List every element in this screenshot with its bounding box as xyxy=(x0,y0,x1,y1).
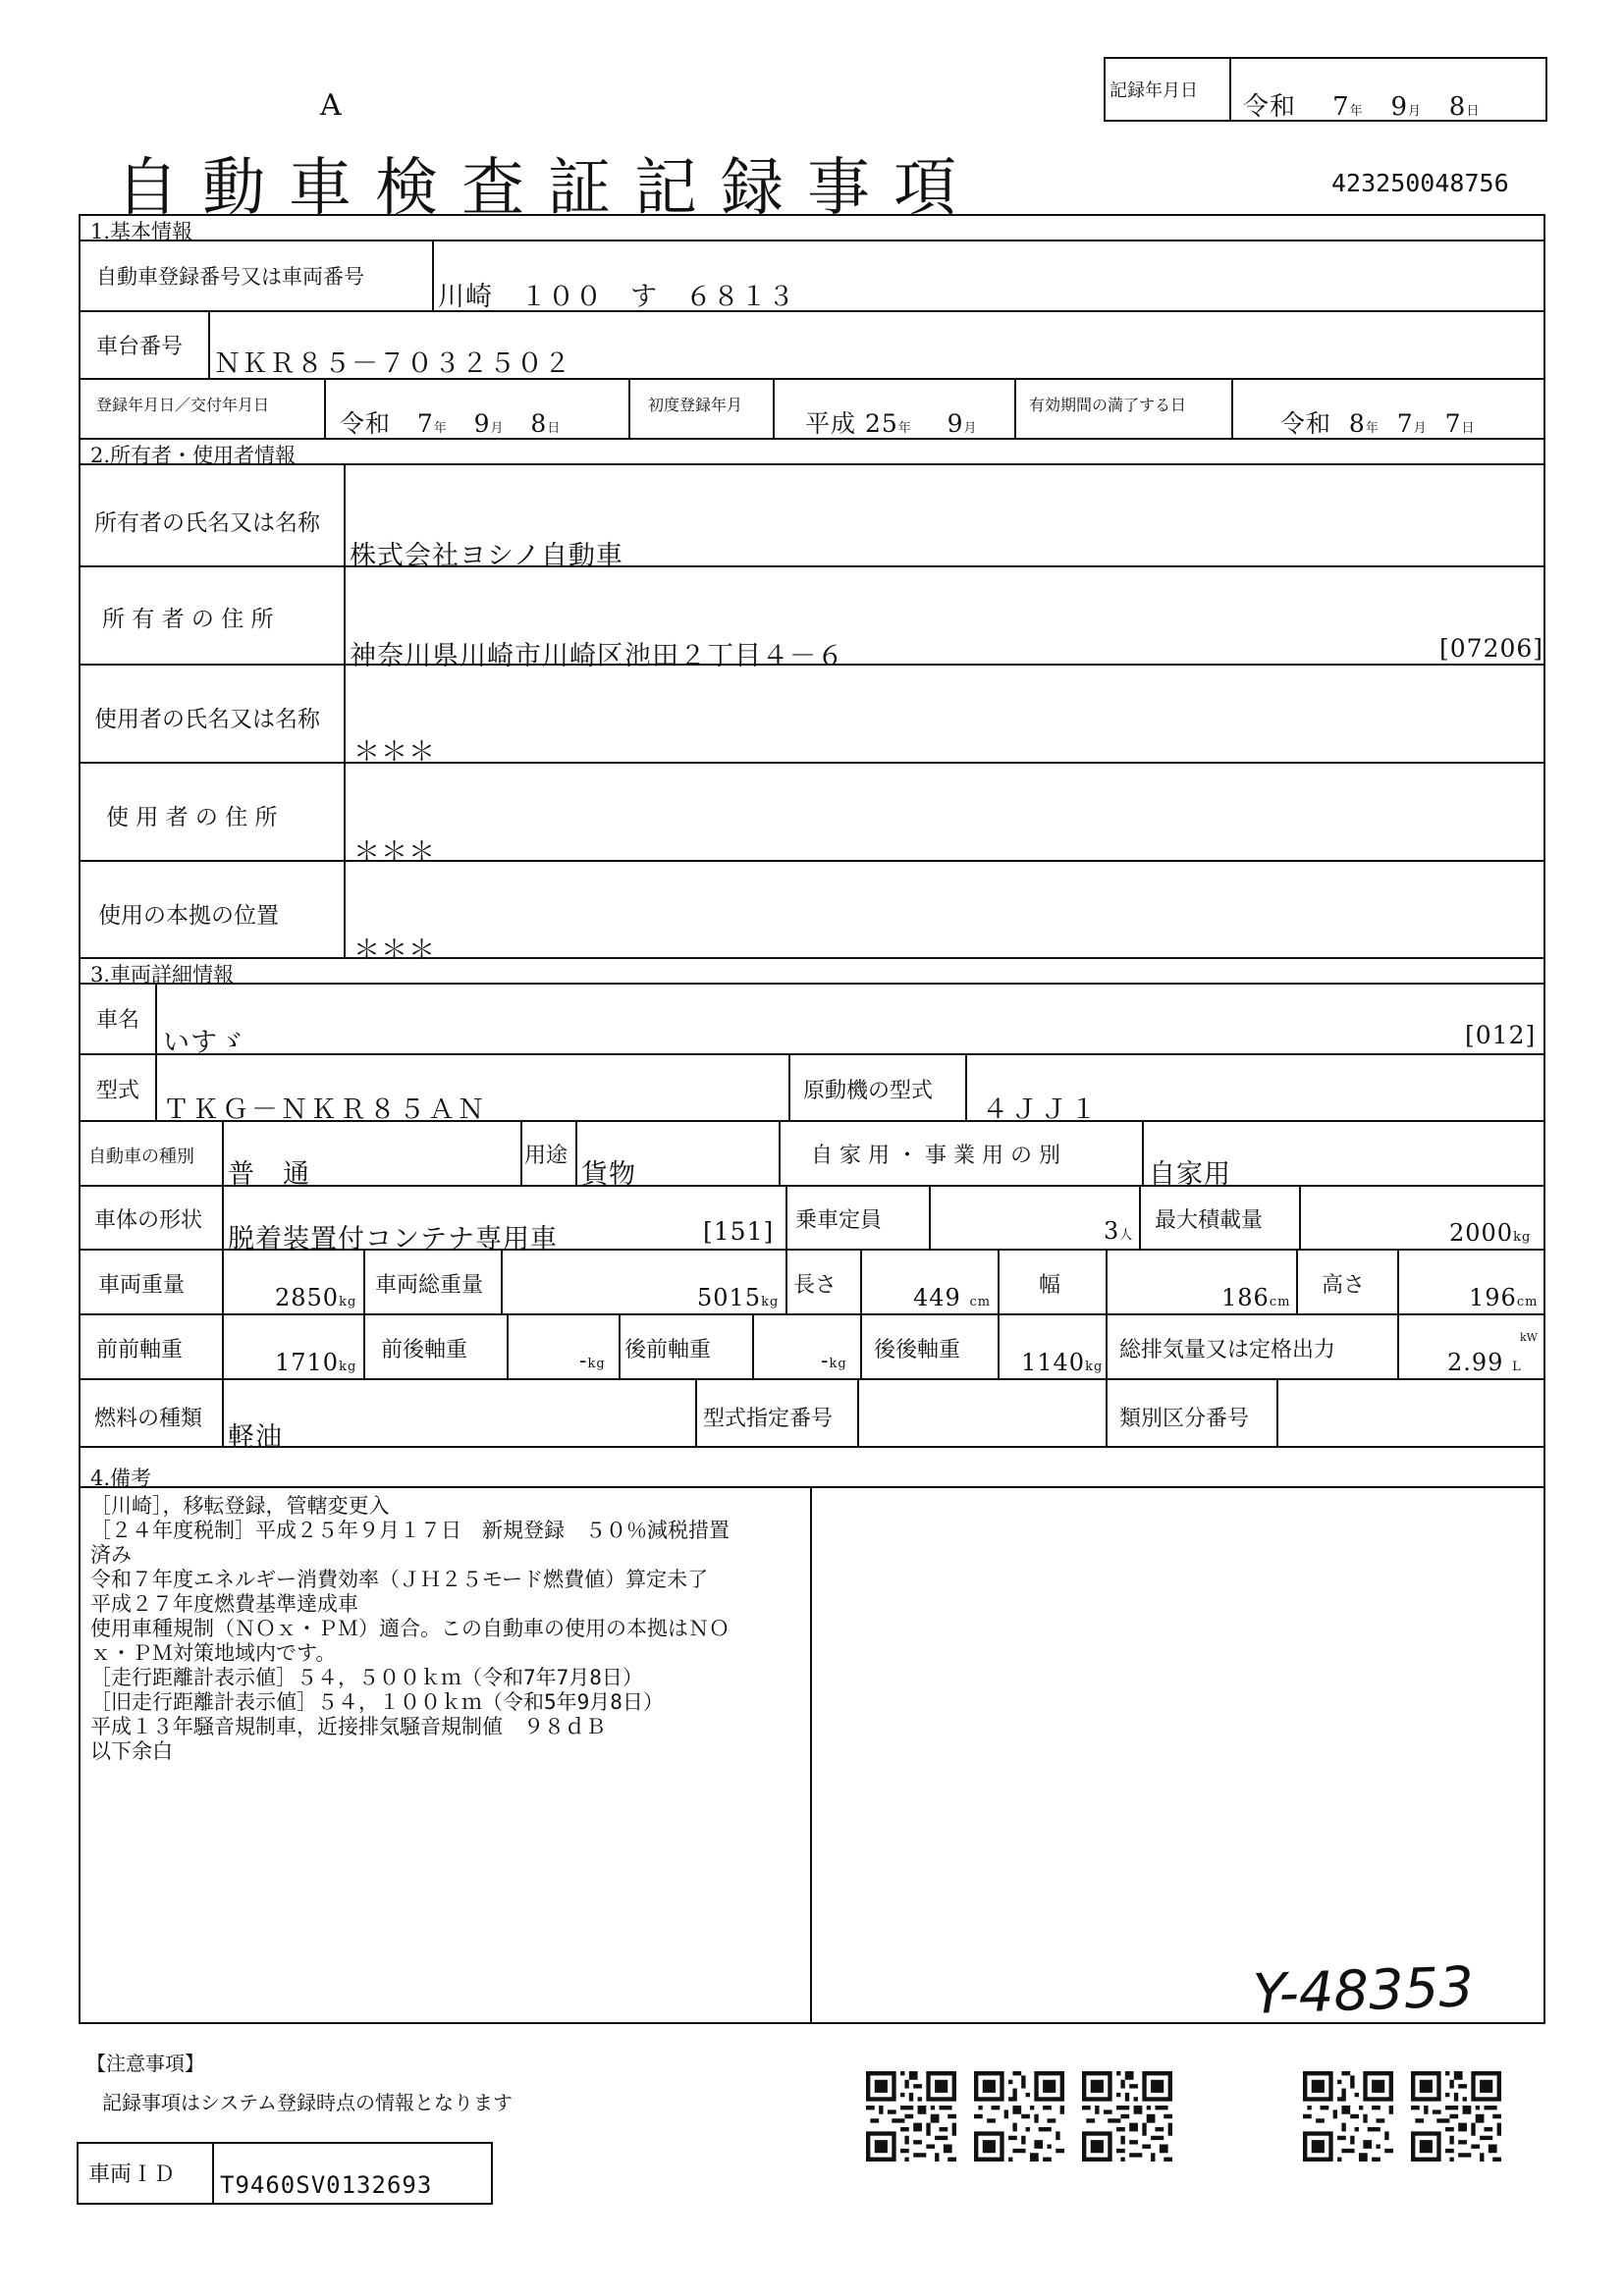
vehicle-id-label: 車両ＩＤ xyxy=(88,2163,176,2187)
body-shape-label: 車体の形状 xyxy=(94,1208,203,1233)
remark-line: ［川崎］，移転登録，管轄変更入 xyxy=(90,1494,390,1518)
notice-text: 記録事項はシステム登録時点の情報となります xyxy=(102,2091,513,2114)
chassis-number: ＮＫＲ８５－７０３２５０２ xyxy=(214,348,571,379)
car-name-label: 車名 xyxy=(96,1008,140,1033)
private-business: 自家用 xyxy=(1149,1159,1231,1190)
vehicle-kind-label: 自動車の種別 xyxy=(88,1147,194,1167)
record-date: 令和 7年 9月 8日 xyxy=(1243,92,1481,122)
page-title: 自動車検査証記録事項 xyxy=(116,152,980,225)
private-business-label: 自 家 用 ・ 事 業 用 の 別 xyxy=(811,1144,1060,1168)
registration-date: 令和 7年 9月 8日 xyxy=(340,409,562,438)
remarks-list xyxy=(90,1494,817,1764)
front-front-axle-label: 前前軸重 xyxy=(96,1338,184,1362)
qr-code-icon xyxy=(866,2071,956,2162)
section-owner-title: 2.所有者・使用者情報 xyxy=(90,444,297,467)
handwritten-stock-number: Y-48353 xyxy=(1251,1955,1475,2027)
rear-rear-axle-label: 後後軸重 xyxy=(874,1338,961,1362)
use-label: 用途 xyxy=(524,1144,568,1168)
height-label: 高さ xyxy=(1322,1273,1366,1298)
fuel-type: 軽油 xyxy=(228,1422,283,1453)
front-rear-axle: -kg xyxy=(579,1349,606,1373)
capacity: 3人 xyxy=(1104,1217,1134,1245)
user-name-label: 使用者の氏名又は名称 xyxy=(94,707,320,732)
rear-rear-axle: 1140kg xyxy=(1021,1349,1104,1376)
owner-address: 神奈川県川崎市川崎区池田２丁目４－６ xyxy=(350,641,844,671)
remark-line: 平成１３年騒音規制車，近接排気騒音規制値 ９８ｄＢ xyxy=(90,1715,606,1738)
car-name-code: [012] xyxy=(1465,1021,1537,1049)
gross-weight: 5015kg xyxy=(697,1284,780,1311)
body-shape: 脱着装置付コンテナ専用車 xyxy=(228,1224,558,1255)
vehicle-kind: 普 通 xyxy=(228,1159,310,1190)
user-address: ＊＊＊ xyxy=(353,837,436,868)
section-remarks-title: 4.備考 xyxy=(90,1467,152,1490)
width-label: 幅 xyxy=(1039,1273,1061,1298)
expiry-date-label: 有効期間の満了する日 xyxy=(1029,396,1187,414)
registration-number-label: 自動車登録番号又は車両番号 xyxy=(96,265,364,289)
remark-line: 済み xyxy=(90,1543,132,1567)
max-load: 2000kg xyxy=(1449,1219,1532,1247)
body-shape-code: [151] xyxy=(703,1217,775,1246)
height: 196cm xyxy=(1469,1284,1539,1311)
registration-date-label: 登録年月日／交付年月日 xyxy=(96,396,270,414)
gross-weight-label: 車両総重量 xyxy=(375,1273,484,1298)
first-registration-date: 平成 25年 9月 xyxy=(805,409,978,438)
front-front-axle: 1710kg xyxy=(275,1349,357,1376)
use: 貨物 xyxy=(581,1159,636,1190)
qr-code-icon xyxy=(1303,2071,1393,2162)
model-label: 型式 xyxy=(96,1079,140,1103)
displacement: 2.99 L xyxy=(1447,1349,1522,1376)
remark-line: 使用車種規制（ＮＯｘ・ＰＭ）適合。この自動車の使用の本拠はＮＯ xyxy=(90,1617,730,1640)
class-number-label: 類別区分番号 xyxy=(1119,1407,1250,1431)
chassis-number-label: 車台番号 xyxy=(96,335,184,359)
rear-front-axle: -kg xyxy=(821,1349,847,1373)
owner-name: 株式会社ヨシノ自動車 xyxy=(350,541,623,571)
owner-address-label: 所 有 者 の 住 所 xyxy=(102,607,274,632)
section-vehicle-title: 3.車両詳細情報 xyxy=(90,963,235,987)
length: 449 cm xyxy=(913,1284,992,1311)
user-address-label: 使 用 者 の 住 所 xyxy=(106,805,278,830)
vehicle-weight: 2850kg xyxy=(275,1284,357,1311)
vehicle-id: T9460SV0132693 xyxy=(220,2171,433,2199)
engine-model: ４ＪＪ１ xyxy=(982,1095,1100,1125)
car-name: いすゞ xyxy=(163,1028,245,1058)
remark-line: ［走行距離計表示値］５４，５００ｋｍ（令和7年7月8日） xyxy=(90,1666,643,1689)
record-date-label: 記録年月日 xyxy=(1110,80,1198,101)
length-label: 長さ xyxy=(793,1273,838,1298)
base-location-label: 使用の本拠の位置 xyxy=(98,903,279,929)
capacity-label: 乗車定員 xyxy=(795,1208,883,1233)
type-approval-label: 型式指定番号 xyxy=(703,1407,834,1431)
rear-front-axle-label: 後前軸重 xyxy=(624,1338,712,1362)
front-rear-axle-label: 前後軸重 xyxy=(381,1338,468,1362)
first-registration-label: 初度登録年月 xyxy=(648,396,743,414)
displacement-unit-kw: kW xyxy=(1520,1331,1538,1344)
base-location: ＊＊＊ xyxy=(353,935,436,966)
document-number: 423250048756 xyxy=(1331,169,1509,197)
owner-name-label: 所有者の氏名又は名称 xyxy=(94,510,320,536)
remark-line: 以下余白 xyxy=(90,1739,173,1763)
width: 186cm xyxy=(1221,1284,1291,1311)
engine-model-label: 原動機の型式 xyxy=(803,1079,934,1103)
remark-line: 平成２７年度燃費基準達成車 xyxy=(90,1592,358,1616)
expiry-date: 令和 8年 7月 7日 xyxy=(1280,409,1476,438)
remark-line: ［旧走行距離計表示値］５４，１００ｋｍ（令和5年9月8日） xyxy=(90,1690,664,1714)
displacement-label: 総排気量又は定格出力 xyxy=(1119,1338,1336,1362)
max-load-label: 最大積載量 xyxy=(1155,1208,1264,1233)
user-name: ＊＊＊ xyxy=(353,737,436,768)
qr-code-icon xyxy=(1411,2071,1501,2162)
remark-line: 令和７年度エネルギー消費効率（ＪＨ２５モード燃費値）算定未了 xyxy=(90,1568,709,1591)
owner-address-code: [07206] xyxy=(1439,634,1544,663)
qr-code-icon xyxy=(1082,2071,1172,2162)
remark-line: ｘ・ＰＭ対策地域内です。 xyxy=(90,1641,337,1665)
vehicle-weight-label: 車両重量 xyxy=(98,1273,186,1298)
section-basic-title: 1.基本情報 xyxy=(90,220,193,243)
registration-number: 川崎 １００ す ６８１３ xyxy=(438,282,795,312)
qr-code-icon xyxy=(974,2071,1064,2162)
fuel-type-label: 燃料の種類 xyxy=(94,1407,203,1431)
form-letter: A xyxy=(320,88,342,123)
notice-title: 【注意事項】 xyxy=(86,2052,204,2075)
remark-line: ［２４年度税制］平成２５年９月１７日 新規登録 ５０％減税措置 xyxy=(90,1519,730,1542)
model: ＴＫＧ－ＮＫＲ８５ＡＮ xyxy=(163,1095,487,1125)
